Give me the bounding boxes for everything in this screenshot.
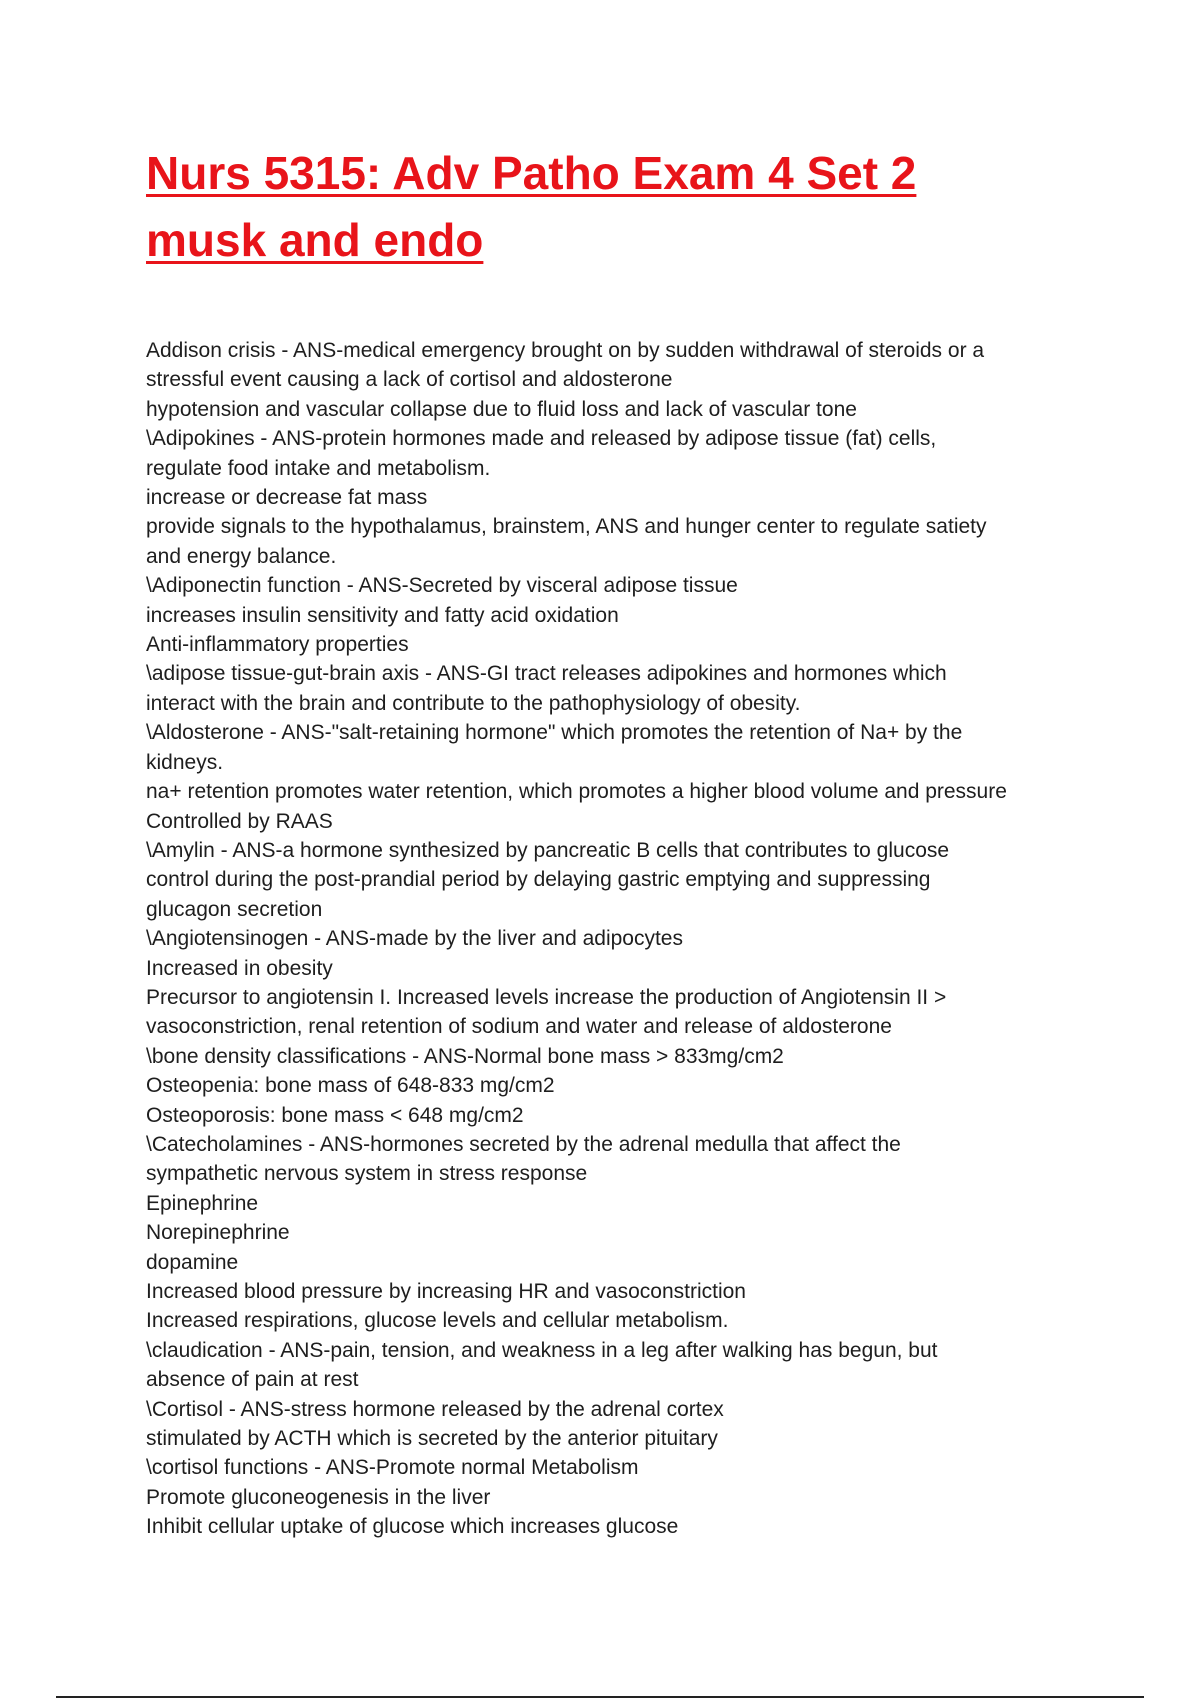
body-line: \bone density classifications - ANS-Normal bone mass > 833mg/cm2	[146, 1044, 784, 1068]
body-line: stressful event causing a lack of cortisol and aldosterone	[146, 368, 673, 392]
title-line-1: Nurs 5315: Adv Patho Exam 4 Set 2	[146, 147, 917, 199]
body-line: regulate food intake and metabolism.	[146, 456, 491, 480]
body-line: Anti-inflammatory properties	[146, 633, 409, 657]
body-line: glucagon secretion	[146, 897, 323, 921]
body-line: \claudication - ANS-pain, tension, and weakness in a leg after walking has begun, but	[146, 1338, 938, 1362]
body-line: sympathetic nervous system in stress response	[146, 1162, 588, 1186]
body-line: Norepinephrine	[146, 1221, 290, 1245]
body-line: Addison crisis - ANS-medical emergency brought on by sudden withdrawal of steroids or a	[146, 339, 985, 362]
document-title	[146, 140, 1046, 274]
body-line: Epinephrine	[146, 1191, 259, 1215]
body-line: Inhibit cellular uptake of glucose which increases glucose	[146, 1515, 679, 1539]
body-line: Precursor to angiotensin I. Increased levels increase the production of Angiotensin II >	[146, 985, 947, 1009]
body-line: Promote gluconeogenesis in the liver	[146, 1485, 491, 1509]
body-line: \cortisol functions - ANS-Promote normal Metabolism	[146, 1456, 639, 1480]
body-line: vasoconstriction, renal retention of sodium and water and release of aldosterone	[146, 1015, 892, 1039]
body-line: dopamine	[146, 1250, 239, 1274]
footer-rule	[56, 1696, 1144, 1698]
body-line: increases insulin sensitivity and fatty acid oxidation	[146, 603, 619, 627]
body-line: \adipose tissue-gut-brain axis - ANS-GI tract releases adipokines and hormones which	[146, 662, 947, 686]
body-line: \Adiponectin function - ANS-Secreted by visceral adipose tissue	[146, 574, 738, 598]
body-line: Osteopenia: bone mass of 648-833 mg/cm2	[146, 1074, 555, 1098]
body-line: hypotension and vascular collapse due to fluid loss and lack of vascular tone	[146, 397, 857, 421]
body-line: \Angiotensinogen - ANS-made by the liver and adipocytes	[146, 927, 683, 951]
body-line: \Aldosterone - ANS-"salt-retaining hormone" which promotes the retention of Na+ by the	[146, 721, 963, 745]
body-line: \Cortisol - ANS-stress hormone released by the adrenal cortex	[146, 1397, 724, 1421]
body-line: stimulated by ACTH which is secreted by the anterior pituitary	[146, 1427, 718, 1451]
body-line: \Amylin - ANS-a hormone synthesized by pancreatic B cells that contributes to glucose	[146, 838, 950, 862]
body-line: Increased respirations, glucose levels and cellular metabolism.	[146, 1309, 729, 1333]
body-line: \Catecholamines - ANS-hormones secreted by the adrenal medulla that affect the	[146, 1132, 901, 1156]
body-line: kidneys.	[146, 750, 224, 774]
body-line: Osteoporosis: bone mass < 648 mg/cm2	[146, 1103, 524, 1127]
document-body	[146, 336, 1066, 1542]
body-line: Controlled by RAAS	[146, 809, 333, 833]
body-line: absence of pain at rest	[146, 1368, 359, 1392]
body-line: Increased in obesity	[146, 956, 333, 980]
body-line: increase or decrease fat mass	[146, 486, 428, 510]
body-line: provide signals to the hypothalamus, brainstem, ANS and hunger center to regulate satiety	[146, 515, 987, 539]
body-line: control during the post-prandial period by delaying gastric emptying and suppressing	[146, 868, 931, 892]
body-line: na+ retention promotes water retention, which promotes a higher blood volume and pressure	[146, 780, 1007, 804]
body-line: \Adipokines - ANS-protein hormones made and released by adipose tissue (fat) cells,	[146, 427, 937, 451]
body-line: and energy balance.	[146, 544, 337, 568]
title-line-2: musk and endo	[146, 214, 484, 266]
body-line: interact with the brain and contribute to the pathophysiology of obesity.	[146, 691, 801, 715]
body-line: Increased blood pressure by increasing HR and vasoconstriction	[146, 1280, 746, 1303]
